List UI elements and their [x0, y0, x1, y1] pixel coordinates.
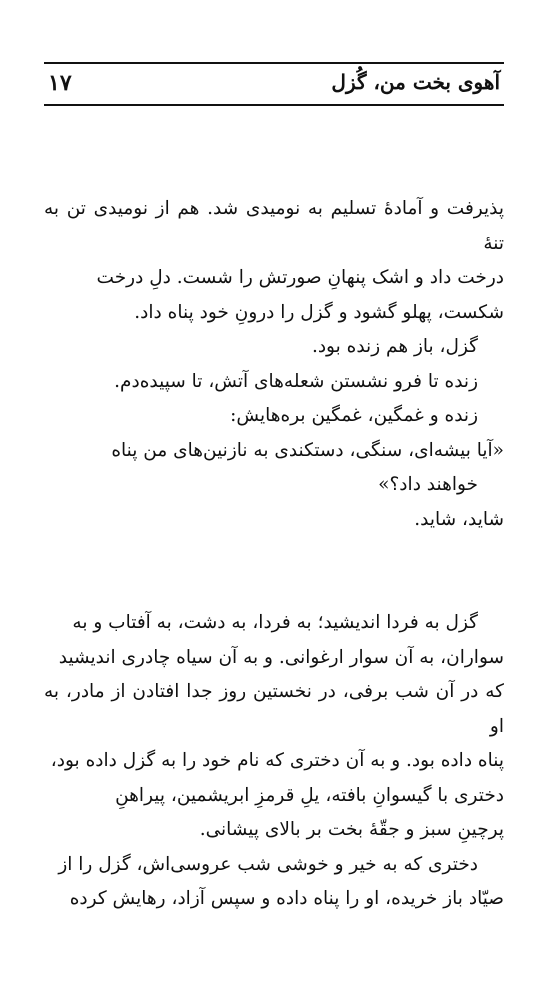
header-bottom-rule [44, 104, 504, 106]
header-top-rule [44, 62, 504, 64]
text-line: درخت داد و اشک پنهانِ صورتش را شست. دلِ درخت [96, 267, 504, 288]
text-line: دختری با گیسوانِ بافته، یلِ قرمزِ ابریشمین، پیراهنِ [115, 784, 504, 806]
text-line: گزل، باز هم زنده بود. [311, 336, 478, 357]
section-1-text [44, 192, 504, 537]
quote-line: خواهند داد؟» [378, 474, 478, 495]
text-line: صیّاد باز خریده، او را پناه داده و سپس آزاد، رهایش کرده [69, 888, 504, 909]
text-line: که در آن شب برفی، در نخستین روز جدا افتادن از مادر، به او [44, 681, 504, 737]
text-line: شاید، شاید. [414, 508, 504, 530]
text-line: دختری که به خیر و خوشی شب عروسی‌اش، گزل را از [58, 853, 478, 875]
text-line: سواران، به آن سوار ارغوانی. و به آن سیاه چادری اندیشید [58, 646, 504, 668]
running-title: آهوی بخت من، گُزل [331, 70, 500, 94]
text-line: گزل به فردا اندیشید؛ به فردا، به دشت، به آفتاب و به [72, 612, 478, 633]
text-line: پذیرفت و آمادهٔ تسلیم به نومیدی شد. هم از نومیدی تن به تنهٔ [44, 198, 504, 254]
text-line: زنده تا فرو نشستن شعله‌های آتش، تا سپیده‌دم. [114, 370, 478, 392]
text-line: پناه داده بود. و به آن دختری که نام خود را به گزل داده بود، [50, 750, 504, 771]
page-number: ۱۷ [48, 70, 72, 96]
section-2-text [44, 606, 504, 917]
text-line: پرچینِ سبز و جقّهٔ بخت بر بالای پیشانی. [199, 819, 504, 840]
page-header [44, 62, 504, 106]
text-line: شکست، پهلو گشود و گزل را درونِ خود پناه داد. [134, 301, 504, 323]
quote-line: «آیا بیشه‌ای، سنگی، دستکندی به نازنین‌های من پناه [111, 439, 504, 461]
text-line: زنده و غمگین، غمگین بره‌هایش: [230, 405, 478, 426]
